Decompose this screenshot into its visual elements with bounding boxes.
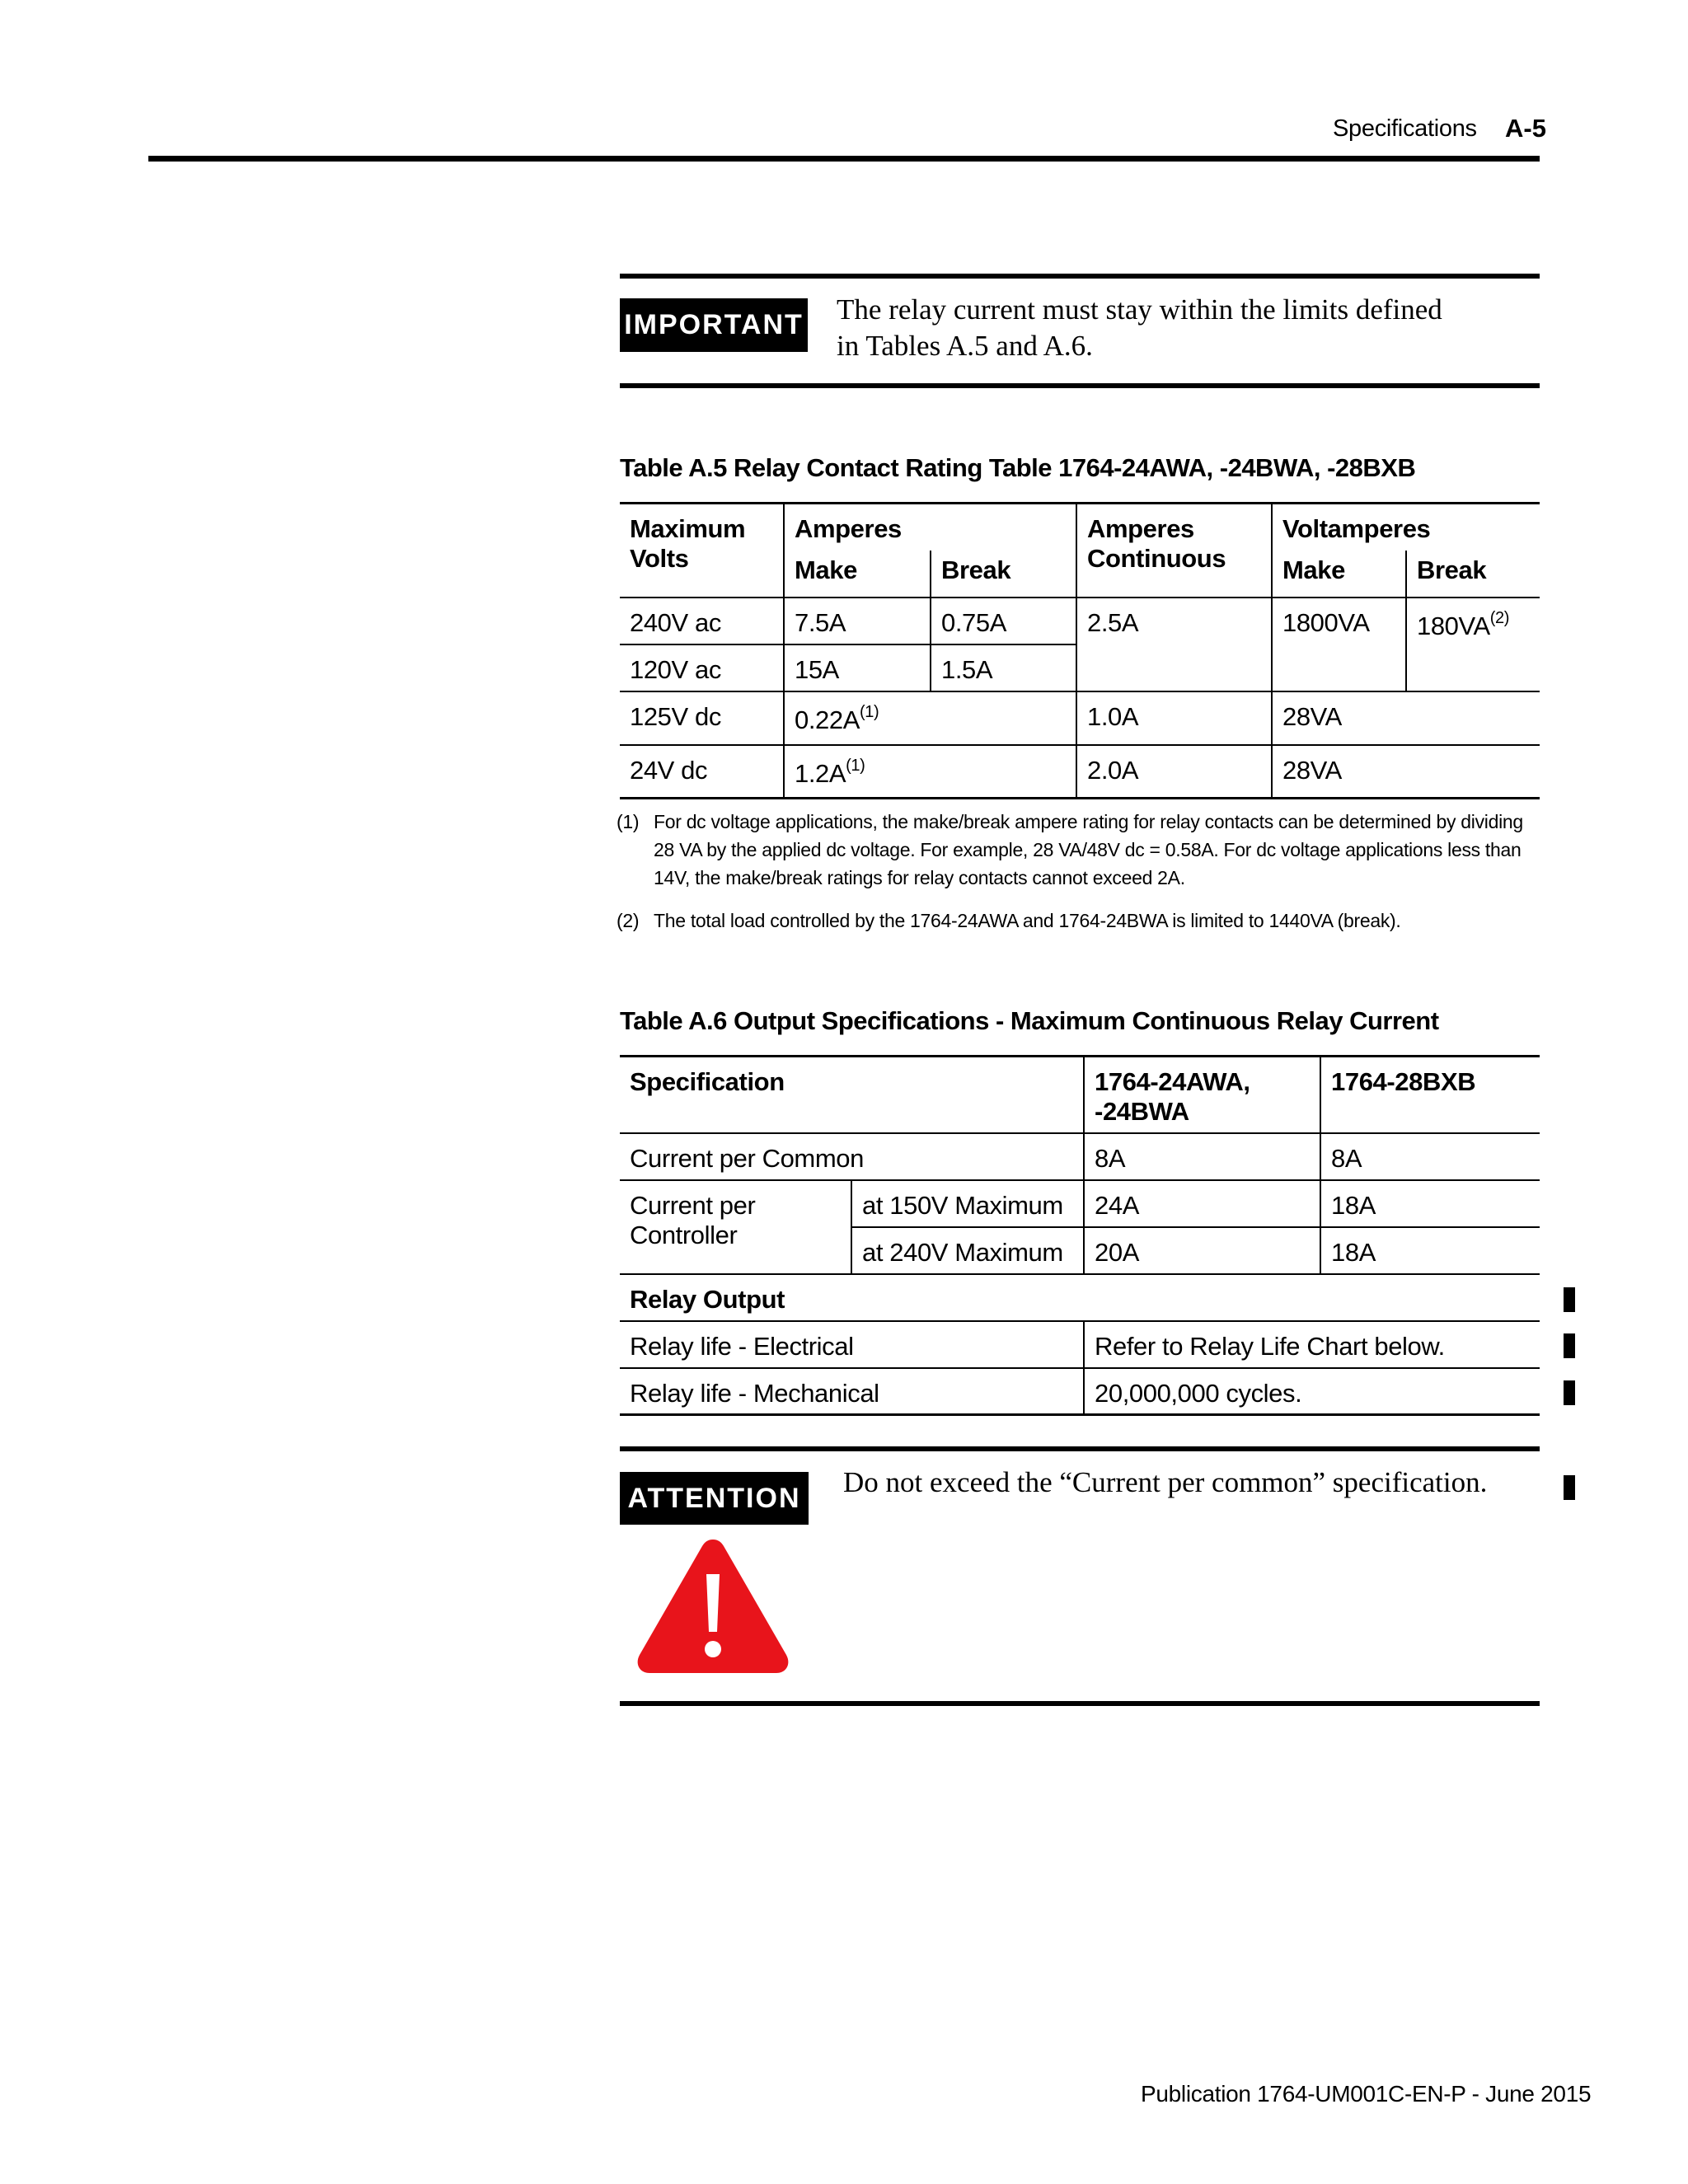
important-bottom-rule — [620, 383, 1540, 388]
important-text — [837, 292, 1529, 364]
table-a5-header-voltamperes: Voltamperes — [1272, 504, 1540, 551]
table-a5-cell-continuous: 2.0A — [1076, 745, 1272, 799]
table-a6-cell-value: Refer to Relay Life Chart below. — [1084, 1321, 1540, 1368]
footnote-number: (1) — [617, 811, 640, 832]
table-a6-section-relay-output: Relay Output — [620, 1274, 1540, 1321]
footnote-1 — [617, 808, 1544, 898]
header-rule — [148, 156, 1540, 162]
publication-footer: Publication 1764-UM001C-EN-P - June 2015 — [1141, 2081, 1592, 2107]
table-a5-cell-va: 28VA — [1272, 691, 1540, 745]
table-row — [620, 691, 1540, 745]
table-row — [620, 1133, 1540, 1180]
table-row — [620, 745, 1540, 799]
table-a5-cell-volts: 120V ac — [620, 644, 784, 691]
table-a5-cell-volts: 24V dc — [620, 745, 784, 799]
table-a6-cell-value: 20A — [1084, 1227, 1320, 1274]
table-a6-cell-value: 8A — [1320, 1133, 1540, 1180]
table-row — [620, 1321, 1540, 1368]
table-a6-cell-label: Relay life - Mechanical — [620, 1368, 1084, 1415]
important-top-rule — [620, 274, 1540, 279]
table-a5-cell-volts: 125V dc — [620, 691, 784, 745]
table-a5-cell-continuous: 2.5A — [1076, 598, 1272, 691]
table-a6 — [620, 1055, 1540, 1416]
table-a5-header-va-make: Make — [1272, 551, 1406, 598]
table-a5-header-break: Break — [931, 551, 1076, 598]
table-a6-cell-label: Current per Controller — [620, 1180, 851, 1274]
table-a6-cell-value: 18A — [1320, 1180, 1540, 1227]
table-a5-caption: Table A.5 Relay Contact Rating Table 1764-24AWA, -24BWA, -28BXB — [620, 453, 1416, 482]
table-a5-header-va-break: Break — [1406, 551, 1540, 598]
table-a6-cell-condition: at 150V Maximum — [851, 1180, 1084, 1227]
table-a5-cell-va-break: 180VA$^{(2)}$ — [1406, 598, 1540, 691]
table-a6-header-28bxb: 1764-28BXB — [1320, 1057, 1540, 1133]
change-bar — [1564, 1333, 1575, 1358]
table-a5-cell-break: 1.5A — [931, 644, 1076, 691]
table-a5-cell-makebreak: $1.2A^{(1)}$ — [784, 745, 1076, 799]
table-a5-cell-make: 7.5A — [784, 598, 931, 644]
table-a6-header-spec: Specification — [620, 1057, 1084, 1133]
attention-top-rule — [620, 1446, 1540, 1451]
important-text-line-1: The relay current must stay within the limits defined — [837, 293, 1442, 326]
footnote-ref: (2) — [1489, 608, 1510, 627]
attention-badge: ATTENTION — [620, 1472, 809, 1525]
warning-triangle-icon — [633, 1531, 793, 1676]
table-a5-header-make: Make — [784, 551, 931, 598]
footnote-2 — [617, 907, 1544, 940]
table-row — [620, 1368, 1540, 1415]
table-a6-cell-condition: at 240V Maximum — [851, 1227, 1084, 1274]
table-a5-cell-make: 15A — [784, 644, 931, 691]
table-a5-cell-break: 0.75A — [931, 598, 1076, 644]
footnote-ref: (1) — [846, 756, 865, 775]
attention-text: Do not exceed the “Current per common” specification. — [843, 1466, 1488, 1498]
footnote-text: For dc voltage applications, the make/break ampere rating for relay contacts can be determined by dividing 28 VA by the applied dc voltage. For example, 28 VA/48V dc = 0.58A. For dc voltage applications less than 14V, the make/break ratings for relay contacts cannot exceed 2A. — [654, 811, 1523, 888]
table-a6-cell-label: Current per Common — [620, 1133, 1084, 1180]
table-a5-cell-va: 28VA — [1272, 745, 1540, 799]
table-a6-caption: Table A.6 Output Specifications - Maximum Continuous Relay Current — [620, 1006, 1439, 1035]
change-bar — [1564, 1287, 1575, 1312]
attention-bottom-rule — [620, 1701, 1540, 1706]
footnote-number: (2) — [617, 910, 640, 931]
important-badge: IMPORTANT — [620, 298, 808, 352]
important-text-line-2: in Tables A.5 and A.6. — [837, 330, 1093, 362]
table-a5 — [620, 502, 1540, 799]
table-a6-cell-value: 20,000,000 cycles. — [1084, 1368, 1540, 1415]
table-row — [620, 1180, 1540, 1227]
table-a6-cell-value: 24A — [1084, 1180, 1320, 1227]
table-a5-cell-continuous: 1.0A — [1076, 691, 1272, 745]
table-a5-header-amperes-continuous: Amperes Continuous — [1076, 504, 1272, 598]
footnote-text: The total load controlled by the 1764-24AWA and 1764-24BWA is limited to 1440VA (break). — [654, 910, 1401, 931]
table-a6-header-24awa: 1764-24AWA, -24BWA — [1084, 1057, 1320, 1133]
table-a5-header-amperes: Amperes — [784, 504, 1076, 551]
page-number: A-5 — [1505, 114, 1546, 143]
running-header-section: Specifications — [1333, 115, 1477, 142]
footnote-ref: (1) — [860, 702, 879, 721]
table-a5-cell-volts: 240V ac — [620, 598, 784, 644]
table-a6-cell-value: 18A — [1320, 1227, 1540, 1274]
change-bar — [1564, 1380, 1575, 1405]
table-a5-cell-makebreak: $0.22A^{(1)}$ — [784, 691, 1076, 745]
table-a6-cell-value: 8A — [1084, 1133, 1320, 1180]
change-bar — [1564, 1475, 1575, 1500]
table-row — [620, 598, 1540, 644]
table-a5-header-max-volts: Maximum Volts — [620, 504, 784, 598]
table-row — [620, 1274, 1540, 1321]
table-a6-cell-label: Relay life - Electrical — [620, 1321, 1084, 1368]
table-a5-cell-va-make: 1800VA — [1272, 598, 1406, 691]
